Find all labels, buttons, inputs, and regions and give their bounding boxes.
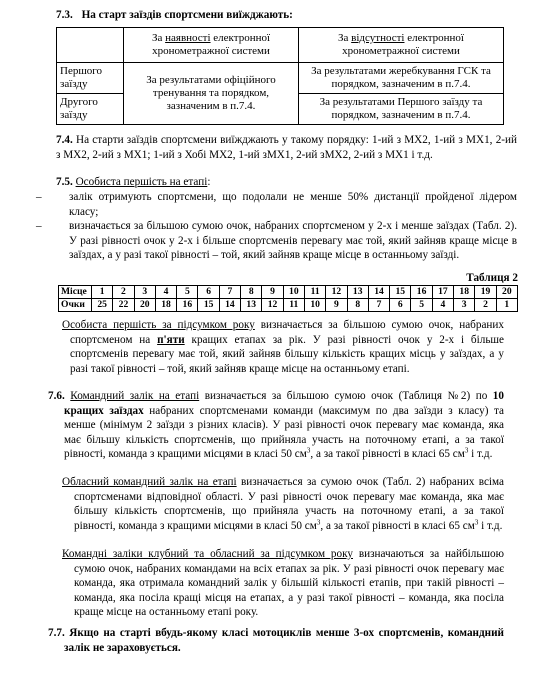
points-cell: 10 <box>304 299 325 312</box>
paragraph-title: Командний залік на етапі <box>70 390 200 402</box>
place-cell: 12 <box>326 286 347 299</box>
points-cell: 18 <box>155 299 176 312</box>
row-label-second: Другого заїзду <box>57 94 124 125</box>
section-number: 7.3. <box>56 9 73 21</box>
header-without-system <box>299 28 504 63</box>
text-run: За <box>338 32 352 44</box>
points-cell: 5 <box>411 299 432 312</box>
section-text: На старт заїздів спортсмени виїжджають: <box>81 9 293 21</box>
place-cell: 13 <box>347 286 368 299</box>
points-table <box>58 285 518 312</box>
points-cell: 13 <box>241 299 262 312</box>
list-dash: – <box>36 191 42 203</box>
place-cell: 18 <box>454 286 475 299</box>
points-cell: 2 <box>475 299 496 312</box>
table-corner-cell <box>57 28 124 63</box>
points-label: Очки <box>59 299 92 312</box>
text-run: відсутності <box>351 32 405 44</box>
list-item: визначається за більшою сумою очок, набраних спортсменом у 2-х і менше заїздах (Табл. 2). У разі рівності очок у 2-х і більше спортсменів перевагу має той, який зайняв краще місце в заїздах, а у разі такої рівності – той, який зайняв краще місце в останньому заїзді. <box>69 220 517 262</box>
points-cell: 12 <box>262 299 283 312</box>
place-cell: 10 <box>283 286 304 299</box>
text-run: набраних спортсменами команди (максимум по два заїзди з класу) та менше (мінімум 2 заїзди з різних класів). У разі рівності очок перевагу має команда, яка має більшу кількість спортсменів, що прийняла участь на поточному етапі, а за такої рівності, команда з кращими місцями в класі 50 см <box>64 404 505 461</box>
start-order-table <box>56 27 504 125</box>
text-run: електронної хронометражної системи <box>342 32 464 57</box>
text-run: визначаються за найбільшою сумою очок, набраних командами на всіх етапах за рік. У разі рівності очок перевагу має команда, яка отримала командний залік у більшій кількості етапів, при такій рівності – команда, яка посіла кращі місця на етапах, а у разі такої рівності – команда, яка посіла краще місце на останньому етапі року. <box>74 548 504 619</box>
regional-standings <box>62 475 504 533</box>
place-cell: 5 <box>177 286 198 299</box>
place-cell: 6 <box>198 286 219 299</box>
text-run: кращих етапах за рік. У разі рівності очок у 2-х і більше спортсменів перевагу має той, який зайняв більшу кількість кращих місць у заїздах, а у разі такої рівності – той, який зайняв краще місце на останньому етапі. <box>70 333 504 375</box>
section-number: 7.4. <box>56 134 73 146</box>
text-run: визначається за сумою очок (Табл. 2) набраних всіма спортсменами відповідної області. У разі рівності очок перевагу має команда, яка має більшу кількість спортсменів, що прийняла участь на поточному етапі, а за такої рівності, команда з кращими місцями в класі 50 см <box>74 476 504 532</box>
place-cell: 20 <box>496 286 517 299</box>
text-run: і т.д. <box>468 448 493 461</box>
place-cell: 19 <box>475 286 496 299</box>
text-run: визначається за більшою сумою очок (Таблиця №2) по <box>199 390 493 402</box>
section-7-6 <box>48 389 504 462</box>
row-label-first: Першого заїзду <box>57 63 124 94</box>
points-cell: 16 <box>177 299 198 312</box>
season-team-standings <box>62 547 504 620</box>
section-text: Якщо на старті вбудь-якому класі мотоциклів менше 3-ох спортсменів, командний залік не зараховується. <box>64 627 504 654</box>
emphasis-five: п'яти <box>157 333 185 346</box>
text-run: визначається за більшою сумою очок, набраних спортсменом на <box>70 319 504 346</box>
text-run: 3 <box>464 446 469 455</box>
section-7-5 <box>56 175 517 190</box>
place-cell: 9 <box>262 286 283 299</box>
place-cell: 1 <box>92 286 113 299</box>
points-cell: 20 <box>134 299 155 312</box>
table-row <box>57 63 504 94</box>
points-cell: 4 <box>432 299 453 312</box>
paragraph-title: Обласний командний залік на етапі <box>62 476 237 488</box>
section-number: 7.5. <box>56 176 73 188</box>
points-cell: 14 <box>219 299 240 312</box>
place-cell: 15 <box>390 286 411 299</box>
table-header-row <box>57 28 504 63</box>
text-run: 3 <box>474 518 479 527</box>
text-run: , а за такої рівності в класі 65 см <box>310 448 465 461</box>
section-7-7 <box>48 626 504 655</box>
places-label: Місце <box>59 286 92 299</box>
paragraph-title: Особиста першість за підсумком року <box>62 319 255 331</box>
points-cell: 9 <box>326 299 347 312</box>
section-number: 7.7. <box>48 627 65 639</box>
place-cell: 2 <box>113 286 134 299</box>
text-run: : <box>207 176 211 188</box>
paragraph-title: Командні заліки клубний та обласний за підсумком року <box>62 548 353 560</box>
overall-standings <box>62 318 504 376</box>
section-text: На старти заїздів спортсмени виїжджають у такому порядку: 1-ий з МХ2, 1-ий з МХ1, 2-ий з МХ2, 2-ий з МХ1; 1-ий з Хобі МХ2, 1-ий зМХ1, 2-ий зМХ2, 2-ий з МХ1 і т.д. <box>56 134 518 161</box>
points-cell: 15 <box>198 299 219 312</box>
text-run: За <box>151 32 166 44</box>
header-with-system <box>124 28 299 63</box>
place-cell: 3 <box>134 286 155 299</box>
cell-first-without: За результатами жеребкування ГСК та порядком, зазначеним в п.7.4. <box>299 63 504 94</box>
section-number: 7.6. <box>48 390 65 402</box>
places-row <box>59 286 518 299</box>
merged-cell: За результатами офіційного тренування та порядком, зазначеним в п.7.4. <box>124 63 299 125</box>
emphasis-ten: 10 кращих заїздах <box>64 390 504 417</box>
place-cell: 16 <box>411 286 432 299</box>
place-cell: 14 <box>368 286 389 299</box>
list-dash: – <box>36 220 42 232</box>
place-cell: 17 <box>432 286 453 299</box>
table-caption: Таблиця 2 <box>466 272 518 284</box>
points-cell: 11 <box>283 299 304 312</box>
points-cell: 6 <box>390 299 411 312</box>
points-cell: 7 <box>368 299 389 312</box>
section-title: Особиста першість на етапі <box>75 176 208 188</box>
list-item: залік отримують спортсмени, що подолали не менше 50% дистанції пройденої лідером класу; <box>69 191 517 218</box>
place-cell: 7 <box>219 286 240 299</box>
place-cell: 11 <box>304 286 325 299</box>
text-run: , а за такої рівності в класі 65 см <box>320 519 475 532</box>
text-run: 3 <box>306 446 311 455</box>
points-cell: 1 <box>496 299 517 312</box>
place-cell: 8 <box>241 286 262 299</box>
section-7-4 <box>56 133 517 162</box>
section-7-3 <box>56 8 516 23</box>
points-row <box>59 299 518 312</box>
cell-second-without: За результатами Першого заїзду та порядком, зазначеним в п.7.4. <box>299 94 504 125</box>
text-run: електронної хронометражної системи <box>152 32 271 57</box>
points-cell: 22 <box>113 299 134 312</box>
points-cell: 3 <box>454 299 475 312</box>
place-cell: 4 <box>155 286 176 299</box>
points-cell: 25 <box>92 299 113 312</box>
text-run: і т.д. <box>478 519 503 532</box>
text-run: наявності <box>165 32 211 44</box>
points-cell: 8 <box>347 299 368 312</box>
text-run: 3 <box>316 518 321 527</box>
